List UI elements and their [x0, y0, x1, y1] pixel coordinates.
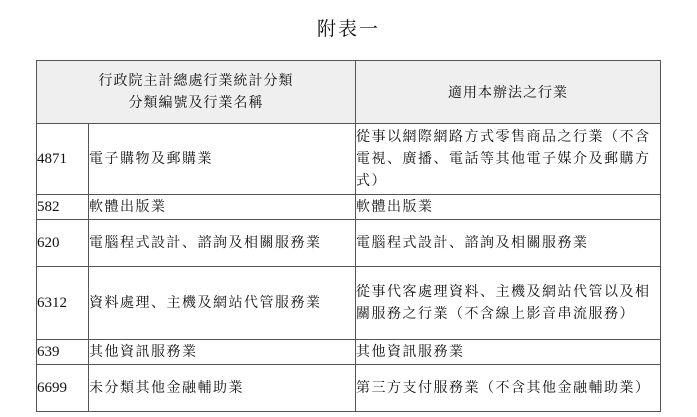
table-header-row — [37, 61, 661, 124]
industry-table — [36, 60, 661, 412]
applicable-industry: 其他資訊服務業 — [356, 340, 661, 365]
applicable-industry: 從事以網際網路方式零售商品之行業（不含電視、廣播、電話等其他電子媒介及郵購方式） — [356, 124, 661, 195]
industry-name: 電腦程式設計、諮詢及相關服務業 — [89, 220, 356, 267]
applicable-industry: 第三方支付服務業（不含其他金融輔助業） — [356, 365, 661, 412]
header-applicable: 適用本辦法之行業 — [356, 61, 661, 124]
industry-name: 資料處理、主機及網站代管服務業 — [89, 267, 356, 340]
page-title: 附表一 — [316, 18, 380, 40]
applicable-industry: 軟體出版業 — [356, 195, 661, 220]
header-classification-line1: 行政院主計總處行業統計分類 — [98, 73, 294, 89]
industry-code: 582 — [37, 195, 89, 220]
industry-code: 6699 — [37, 365, 89, 412]
header-classification — [37, 61, 356, 124]
industry-name: 其他資訊服務業 — [89, 340, 356, 365]
table-row — [37, 365, 661, 412]
table-row — [37, 267, 661, 340]
table-row — [37, 220, 661, 267]
industry-code: 639 — [37, 340, 89, 365]
industry-code: 6312 — [37, 267, 89, 340]
industry-code: 620 — [37, 220, 89, 267]
applicable-industry: 從事代客處理資料、主機及網站代管以及相關服務之行業（不含線上影音串流服務） — [356, 267, 661, 340]
industry-name: 軟體出版業 — [89, 195, 356, 220]
industry-name: 電子購物及郵購業 — [89, 124, 356, 195]
table-row — [37, 340, 661, 365]
industry-code: 4871 — [37, 124, 89, 195]
header-classification-line2: 分類編號及行業名稱 — [128, 95, 264, 111]
table-row — [37, 124, 661, 195]
applicable-industry: 電腦程式設計、諮詢及相關服務業 — [356, 220, 661, 267]
table-row — [37, 195, 661, 220]
industry-name: 未分類其他金融輔助業 — [89, 365, 356, 412]
